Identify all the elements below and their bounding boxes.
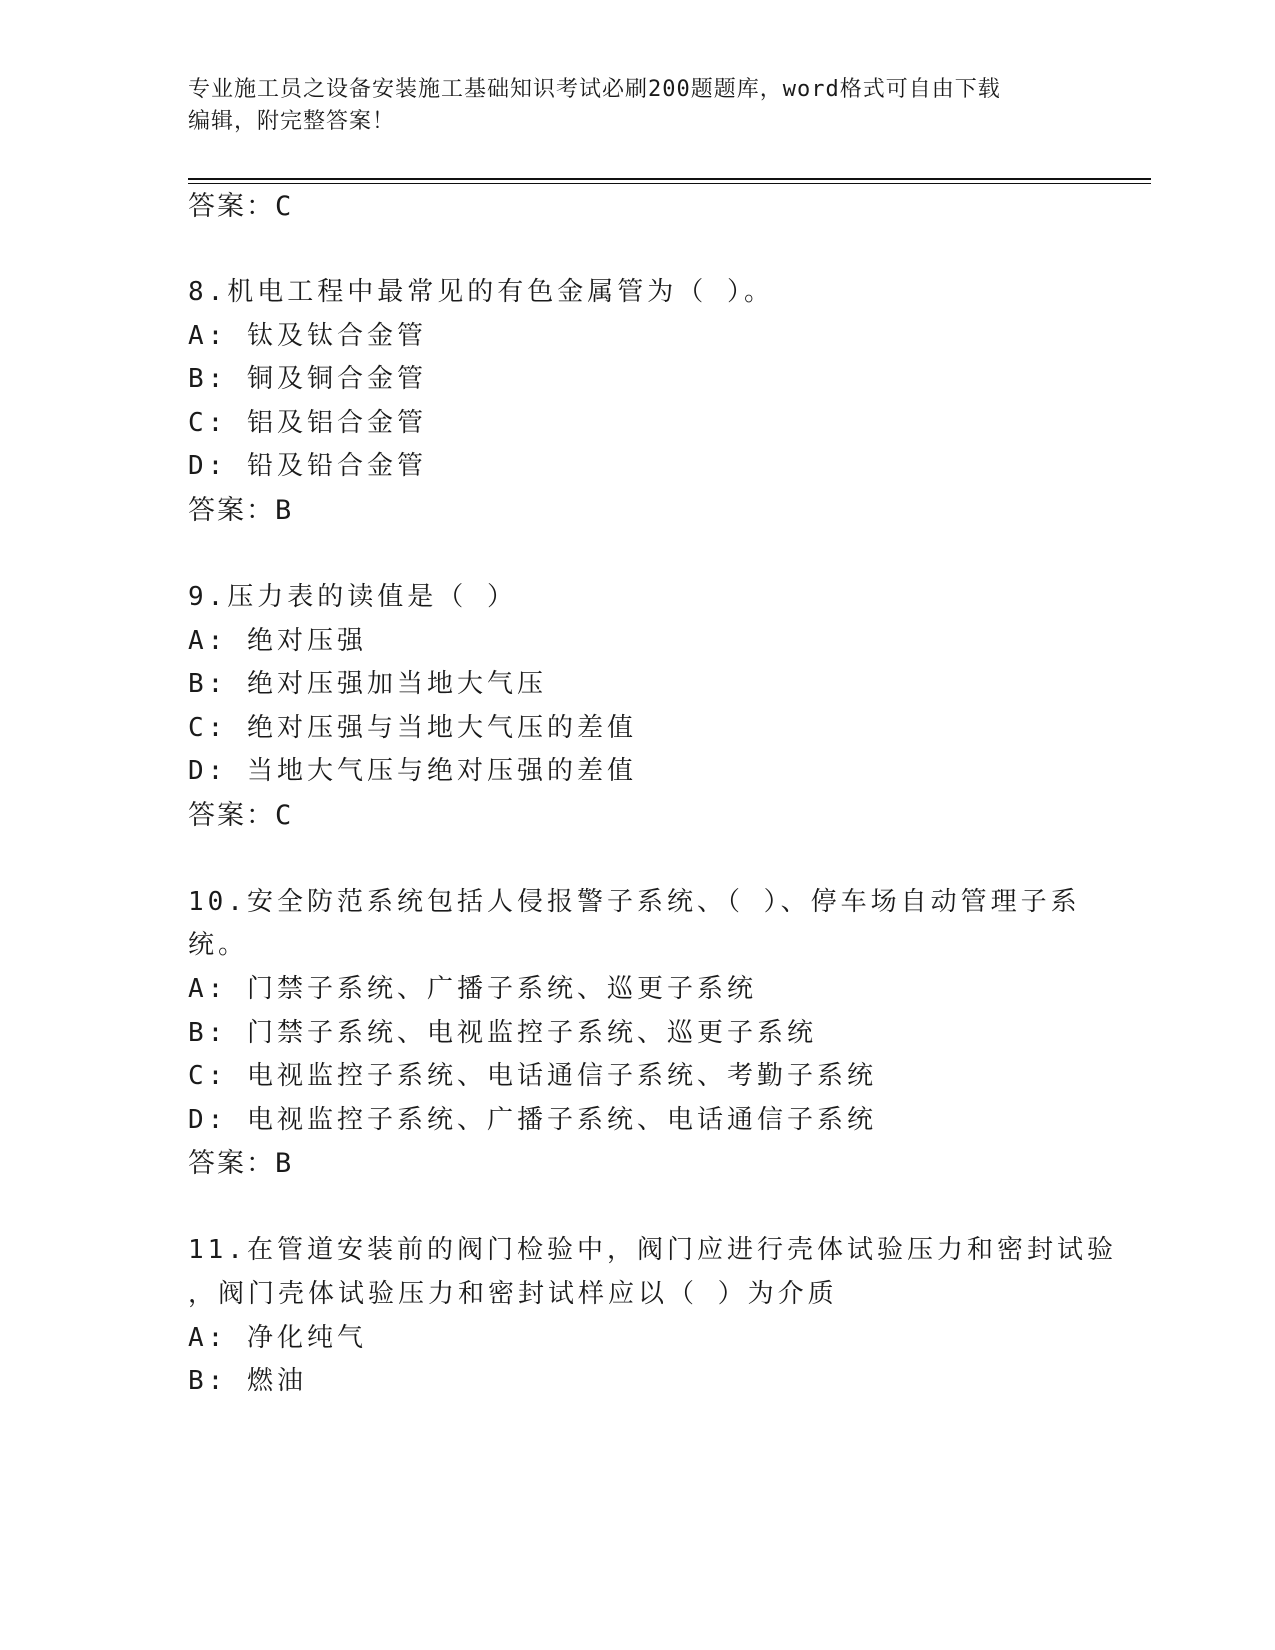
question-10-stem-line-1: 10.安全防范系统包括人侵报警子系统、（ ）、停车场自动管理子系 xyxy=(188,887,1081,917)
header-divider-thick xyxy=(188,178,1151,180)
header-line-1: 专业施工员之设备安装施工基础知识考试必刷200题题库，word格式可自由下载 xyxy=(188,77,1001,102)
header-line-2: 编辑，附完整答案！ xyxy=(188,109,396,134)
question-11-option-a: A: 净化纯气 xyxy=(188,1323,367,1353)
question-8-option-a: A: 钛及钛合金管 xyxy=(188,321,427,351)
question-9-option-d: D: 当地大气压与绝对压强的差值 xyxy=(188,756,637,786)
previous-answer: 答案：C xyxy=(188,191,294,222)
question-8-option-c: C: 铝及铝合金管 xyxy=(188,408,427,438)
question-10-option-b: B: 门禁子系统、电视监控子系统、巡更子系统 xyxy=(188,1018,817,1048)
question-9-stem: 9.压力表的读值是（ ） xyxy=(188,582,517,612)
question-10-option-c: C: 电视监控子系统、电话通信子系统、考勤子系统 xyxy=(188,1061,877,1091)
question-10-option-d: D: 电视监控子系统、广播子系统、电话通信子系统 xyxy=(188,1105,877,1135)
header-divider-thin xyxy=(188,183,1151,184)
document-header xyxy=(188,74,1088,138)
question-8-option-b: B: 铜及铜合金管 xyxy=(188,364,427,394)
question-10-stem-line-2: 统。 xyxy=(188,930,249,960)
question-11-stem-line-2: ，阀门壳体试验压力和密封试样应以（ ）为介质 xyxy=(188,1279,838,1309)
question-10-option-a: A: 门禁子系统、广播子系统、巡更子系统 xyxy=(188,974,757,1004)
question-8-answer: 答案：B xyxy=(188,495,294,526)
question-11-option-b: B: 燃油 xyxy=(188,1366,307,1396)
question-11-stem-line-1: 11.在管道安装前的阀门检验中，阀门应进行壳体试验压力和密封试验 xyxy=(188,1235,1117,1265)
question-9-answer: 答案：C xyxy=(188,800,294,831)
question-9-option-b: B: 绝对压强加当地大气压 xyxy=(188,669,547,699)
question-9-option-a: A: 绝对压强 xyxy=(188,626,367,656)
question-10-answer: 答案：B xyxy=(188,1148,294,1179)
question-9-option-c: C: 绝对压强与当地大气压的差值 xyxy=(188,713,637,743)
question-8-stem: 8.机电工程中最常见的有色金属管为（ ）。 xyxy=(188,277,774,307)
question-8-option-d: D: 铅及铅合金管 xyxy=(188,451,427,481)
